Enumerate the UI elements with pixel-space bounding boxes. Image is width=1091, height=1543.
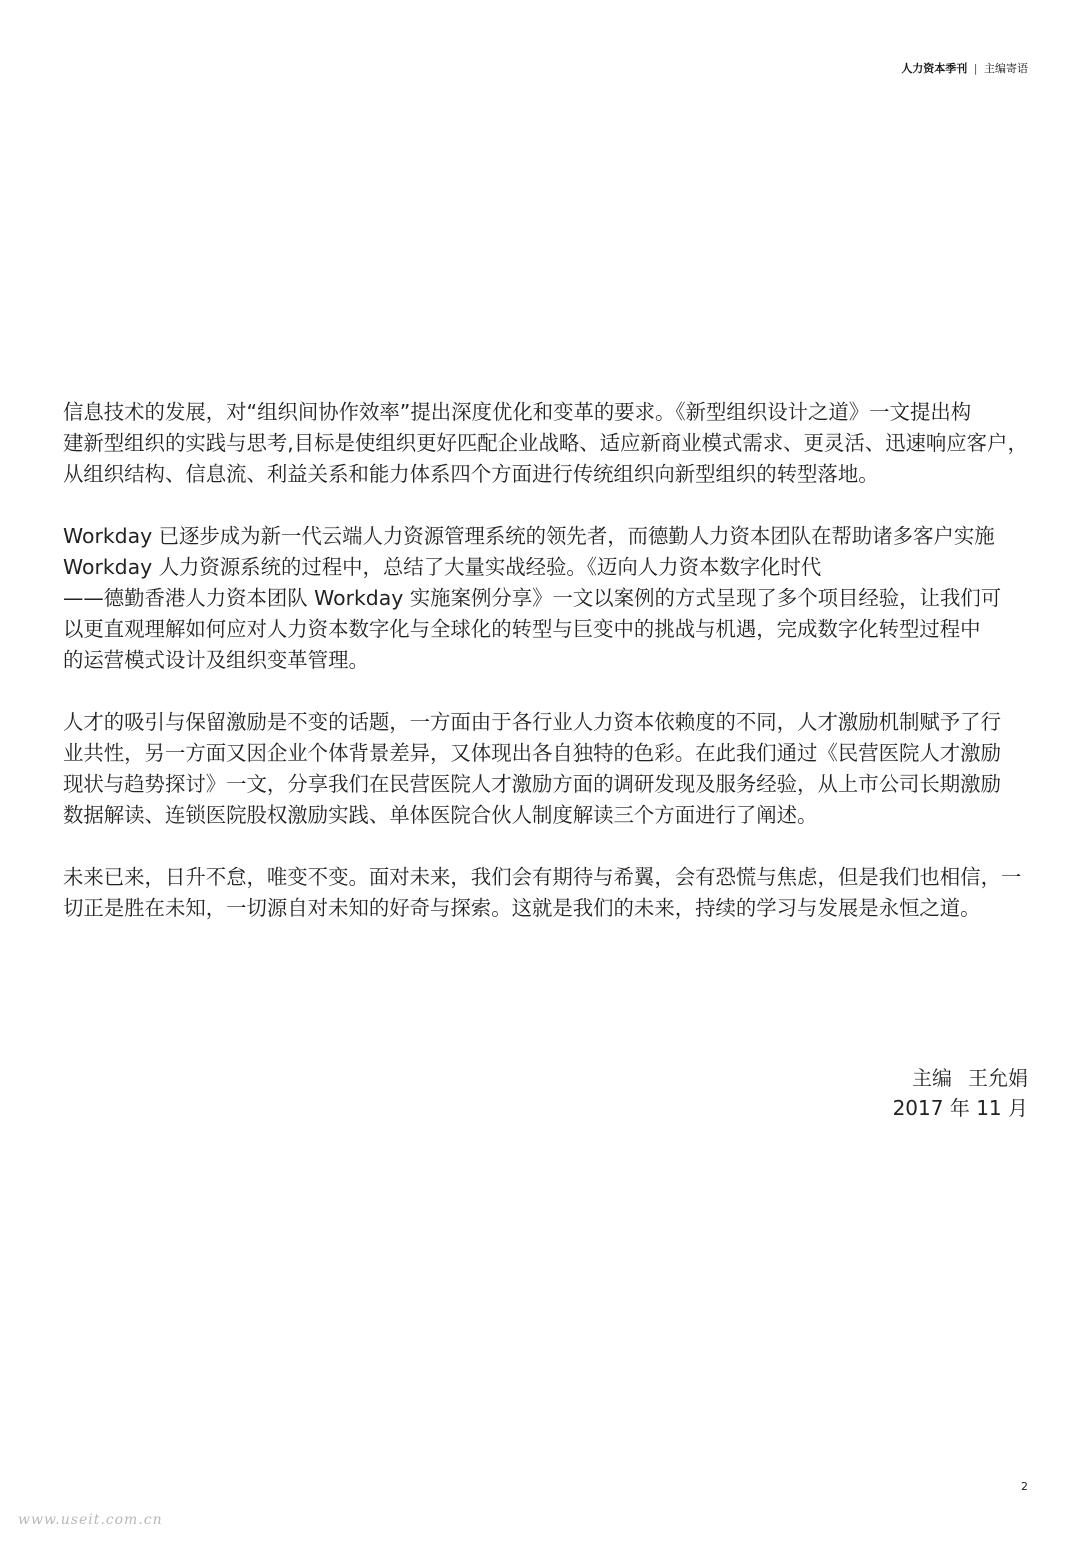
paragraph-1: [63, 397, 1031, 490]
paragraph-line: 建新型组织的实践与思考,目标是使组织更好匹配企业战略、适应新商业模式需求、更灵活、迅速响应客户，: [63, 431, 1028, 455]
editorial-body: [63, 397, 1031, 955]
signature-row: [893, 1063, 1028, 1093]
page-number: 2: [1021, 1480, 1028, 1493]
paragraph-line: 未来已来，日升不怠，唯变不变。面对未来，我们会有期待与希翼，会有恐慌与焦虑，但是我们也相信，一: [63, 865, 1022, 889]
editor-name: 王允娟: [968, 1066, 1028, 1090]
paragraph-line: 数据解读、连锁医院股权激励实践、单体医院合伙人制度解读三个方面进行了阐述。: [63, 803, 818, 827]
paragraph-line: 切正是胜在未知，一切源自对未知的好奇与探索。这就是我们的未来，持续的学习与发展是永恒之道。: [63, 896, 981, 920]
paragraph-4: [63, 862, 1031, 924]
paragraph-line: 从组织结构、信息流、利益关系和能力体系四个方面进行传统组织向新型组织的转型落地。: [63, 462, 879, 486]
paragraph-line: 信息技术的发展，对“组织间协作效率”提出深度优化和变革的要求。《新型组织设计之道》一文提出构: [63, 400, 972, 424]
paragraph-line: 现状与趋势探讨》一文，分享我们在民营医院人才激励方面的调研发现及服务经验，从上市公司长期激励: [63, 772, 1001, 796]
watermark: www.useit.com.cn: [18, 1512, 163, 1528]
paragraph-line: 的运营模式设计及组织变革管理。: [63, 648, 369, 672]
paragraph-line: 以更直观理解如何应对人力资本数字化与全球化的转型与巨变中的挑战与机遇，完成数字化转型过程中: [63, 617, 981, 641]
paragraph-2: [63, 521, 1031, 676]
running-header: [901, 61, 1028, 77]
signature-block: [893, 1063, 1028, 1123]
editor-role: 主编: [912, 1066, 952, 1090]
paragraph-line: ——德勤香港人力资本团队 Workday 实施案例分享》一文以案例的方式呈现了多个项目经验，让我们可: [63, 586, 1002, 610]
signature-date: 2017 年 11 月: [892, 1096, 1028, 1120]
paragraph-3: [63, 707, 1031, 831]
header-separator: |: [973, 62, 978, 75]
section-title: 主编寄语: [984, 62, 1028, 75]
paragraph-line: Workday 人力资源系统的过程中，总结了大量实战经验。《迈向人力资本数字化时代: [63, 555, 822, 579]
paragraph-line: 人才的吸引与保留激励是不变的话题，一方面由于各行业人力资本依赖度的不同，人才激励机制赋予了行: [63, 710, 1001, 734]
paragraph-line: 业共性，另一方面又因企业个体背景差异，又体现出各自独特的色彩。在此我们通过《民营医院人才激励: [63, 741, 1001, 765]
publication-title: 人力资本季刊: [901, 62, 968, 75]
paragraph-line: Workday 已逐步成为新一代云端人力资源管理系统的领先者，而德勤人力资本团队在帮助诸多客户实施: [63, 524, 995, 548]
